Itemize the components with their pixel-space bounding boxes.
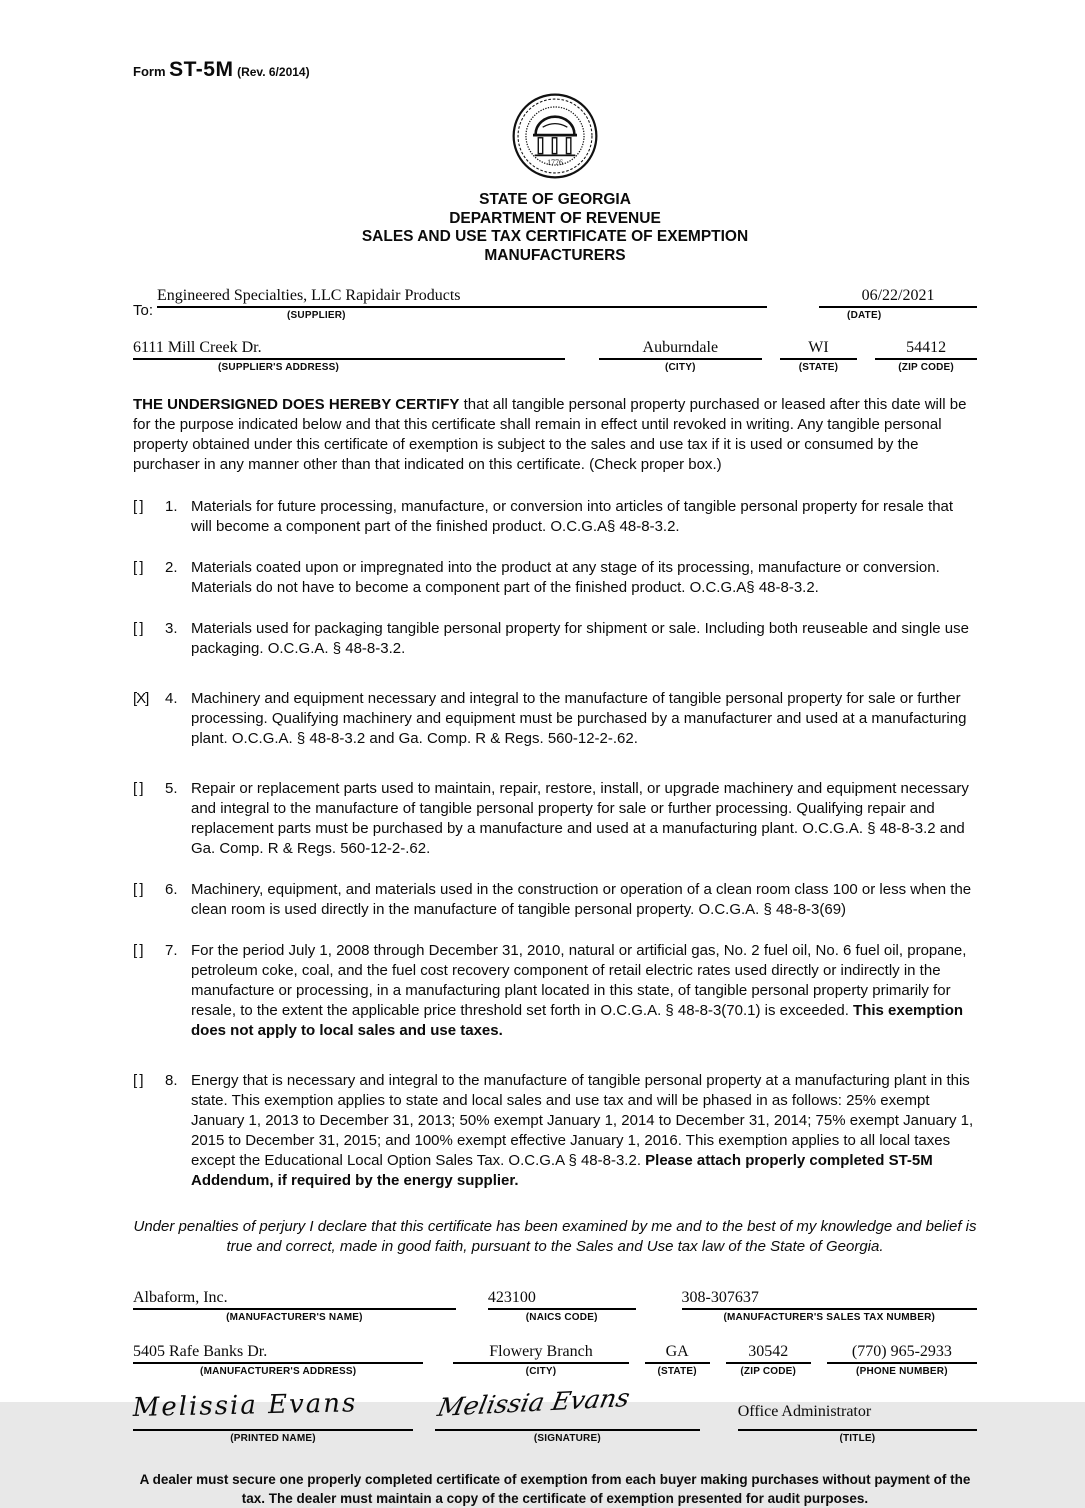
checkbox-item-8[interactable]: [ ] [133,1072,143,1089]
signature-row [132,1383,977,1444]
to-label: To: [133,302,154,319]
date-label: (DATE) [847,310,882,321]
item-1-number: 1. [165,498,178,515]
exemption-item-8 [133,1071,977,1191]
item-2-text [191,558,977,598]
supplier-name-col [157,285,767,321]
supplier-address-field[interactable]: 6111 Mill Creek Dr. [133,337,565,360]
perjury-declaration: Under penalties of perjury I declare that this certificate has been examined by me and to the best of my knowledge and belief is true and correct, made in good faith, pursuant to the Sales and Use tax law of the State of Georgia. [133,1218,977,1255]
item-2-number: 2. [165,559,178,576]
georgia-state-seal-icon [511,92,599,180]
exemption-item-1 [133,497,977,537]
manufacturer-city-col [453,1341,628,1377]
naics-label: (NAICS CODE) [525,1312,598,1323]
printed-name-field[interactable] [132,1388,413,1431]
document-title [133,191,977,265]
date-field[interactable]: 06/22/2021 [819,285,977,308]
item-6-number: 6. [165,881,178,898]
item-3-number: 3. [165,620,178,637]
supplier-zip-field[interactable]: 54412 [875,337,977,360]
title-line-department: DEPARTMENT OF REVENUE [449,209,661,227]
supplier-zip-col [875,337,977,373]
certification-body: that all tangible personal property purchased or leased after this date will be for the purpose indicated below and that this certificate shall remain in effect until revoked in writing. Any tangible personal property obtained under this certificate of exemption is subject to the sales and use tax if it is used or consumed by the purchaser in any manner other than that indicated on this certificate. (Check proper box.) [133,396,967,473]
item-5-text [191,779,977,859]
printed-name-col [132,1388,413,1444]
certification-paragraph [133,395,977,475]
manufacturer-address-field[interactable]: 5405 Rafe Banks Dr. [133,1341,423,1364]
signature-col [435,1383,700,1444]
item-4-text [191,689,977,749]
item-5-number: 5. [165,780,178,797]
naics-col [488,1287,636,1323]
sales-tax-number-label: (MANUFACTURER'S SALES TAX NUMBER) [723,1312,936,1323]
checkbox-item-1[interactable]: [ ] [133,498,143,515]
signature-label: (SIGNATURE) [533,1433,601,1444]
item-5-body: Repair or replacement parts used to maintain, repair, restore, install, or upgrade machinery and equipment necessary and integral to the manufacture of tangible personal property for sale or further processing. Qualifying repair and replacement parts must be purchased by a manufacture and used at a manufacturing plant. O.C.G.A. § 48-8-3.2 and Ga. Comp. R & Regs. 560-12-2-.62. [191,780,969,857]
manufacturer-address-col [133,1341,423,1377]
item-7-bold: This exemption does not apply to local sales and use taxes. [191,1002,964,1039]
manufacturer-zip-col [726,1341,811,1377]
exemption-item-5 [133,779,977,859]
supplier-city-field[interactable]: Auburndale [599,337,762,360]
supplier-state-label: (STATE) [798,362,839,373]
phone-label: (PHONE NUMBER) [856,1366,948,1377]
naics-field[interactable]: 423100 [488,1287,636,1310]
item-4-body: Machinery and equipment necessary and integral to the manufacture of tangible personal property for sale or further processing. Qualifying machinery and equipment must be purchased by a manufacturer and used at a manufacturing plant. O.C.G.A. § 48-8-3.2 and Ga. Comp. R & Regs. 560-12-2-.62. [191,690,967,747]
manufacturer-row-2 [133,1341,977,1377]
form-identifier [133,58,977,82]
supplier-zip-label: (ZIP CODE) [898,362,954,373]
title-field[interactable]: Office Administrator [738,1395,977,1431]
supplier-name-field[interactable]: Engineered Specialties, LLC Rapidair Products [157,285,767,308]
title-line-certificate: SALES AND USE TAX CERTIFICATE OF EXEMPTION [361,228,749,245]
item-6-text [191,880,977,920]
manufacturer-state-col [645,1341,710,1377]
item-6-body: Machinery, equipment, and materials used in the construction or operation of a clean room class 100 or less when the clean room is used directly in the manufacture of tangible personal property. O.C.G.A. § 48-8-3(69) [191,881,972,918]
seal-container [133,92,977,185]
certification-lead: THE UNDERSIGNED DOES HEREBY CERTIFY [133,396,460,413]
dealer-note: A dealer must secure one properly completed certificate of exemption from each buyer making purchases without payment of the tax. The dealer must maintain a copy of the certificate of exemption presented for audit purposes. [139,1472,971,1506]
supplier-city-col [599,337,762,373]
item-8-body: Energy that is necessary and integral to the manufacture of tangible personal property at a manufacturing plant in this state. This exemption applies to state and local sales and use tax and will be phased in as follows: 25% exempt January 1, 2013 to December 31, 2013; 50% exempt January 1, 2014 to December 31, 2014; 75% exempt January 1, 2015 to December 31, 2015; and 100% exempt effective January 1, 2016. This exemption applies to all local taxes except the Educational Local Option Sales Tax. O.C.G.A § 48-8-3.2. [191,1072,974,1169]
form-word: Form [133,64,166,79]
supplier-city-label: (CITY) [664,362,696,373]
supplier-address-row [133,337,977,373]
manufacturer-state-label: (STATE) [657,1366,697,1377]
form-revision: (Rev. 6/2014) [237,65,310,79]
exemption-item-7 [133,941,977,1041]
item-7-number: 7. [165,942,178,959]
manufacturer-zip-label: (ZIP CODE) [740,1366,797,1377]
title-line-state: STATE OF GEORGIA [479,191,631,208]
manufacturer-row-1 [133,1287,977,1323]
manufacturer-name-field[interactable]: Albaform, Inc. [133,1287,456,1310]
supplier-name-label: (SUPPLIER) [287,310,346,321]
supplier-address-label: (SUPPLIER'S ADDRESS) [218,362,340,373]
item-8-number: 8. [165,1072,178,1089]
item-2-body: Materials coated upon or impregnated into the product at any stage of its processing, manufacture or conversion. Materials do not have to become a component part of the finished product. O.C.G.A§ 48-8-3.2. [191,559,940,596]
item-7-text [191,941,977,1041]
manufacturer-state-field[interactable]: GA [645,1341,710,1364]
supplier-row [133,285,977,321]
signature-field[interactable] [435,1383,700,1431]
signature-handwriting: Melissia Evans [435,1383,633,1423]
form-number: ST-5M [169,58,234,81]
title-col [738,1395,977,1444]
item-3-body: Materials used for packaging tangible personal property for shipment or sale. Including both reuseable and single use packaging. O.C.G.A. § 48-8-3.2. [191,620,969,657]
item-1-body: Materials for future processing, manufacture, or conversion into articles of tangible personal property for resale that will become a component part of the finished product. O.C.G.A§ 48-8-3.2. [191,498,954,535]
seal-year: 1776 [547,158,563,168]
supplier-address-col [133,337,565,373]
phone-col [827,1341,977,1377]
printed-name-handwriting: Melissia Evans [132,1388,358,1423]
item-8-bold: Please attach properly completed ST-5M Addendum, if required by the energy supplier. [191,1152,933,1189]
checkbox-item-7[interactable]: [ ] [133,942,143,959]
checkbox-item-2[interactable]: [ ] [133,559,143,576]
checkbox-item-4[interactable]: [X] [133,690,149,707]
checkbox-item-5[interactable]: [ ] [133,780,143,797]
manufacturer-address-label: (MANUFACTURER'S ADDRESS) [200,1366,357,1377]
exemption-item-4 [133,689,977,749]
title-line-manufacturers: MANUFACTURERS [484,246,626,264]
sales-tax-number-field[interactable]: 308-307637 [682,1287,977,1310]
phone-field[interactable]: (770) 965-2933 [827,1341,977,1364]
exemption-item-3 [133,619,977,659]
exemption-item-6 [133,880,977,920]
item-7-body: For the period July 1, 2008 through December 31, 2010, natural or artificial gas, No. 2 fuel oil, No. 6 fuel oil, propane, petroleum coke, coal, and the fuel cost recovery component of retail electric rates used directly or indirectly in the manufacture or processing, in a manufacturing plant located in this state, of tangible personal property primarily for resale, to the extent the applicable price threshold set forth in O.C.G.A. § 48-8-3(70.1) is exceeded. [191,942,967,1019]
date-col [819,285,977,321]
sales-tax-number-col [682,1287,977,1323]
checkbox-item-6[interactable]: [ ] [133,881,143,898]
exemption-items-list [133,497,977,1191]
item-8-text [191,1071,977,1191]
manufacturer-city-field[interactable]: Flowery Branch [453,1341,628,1364]
printed-name-label: (PRINTED NAME) [230,1433,316,1444]
title-label: (TITLE) [839,1433,876,1444]
manufacturer-zip-field[interactable]: 30542 [726,1341,811,1364]
supplier-state-field[interactable]: WI [780,337,857,360]
checkbox-item-3[interactable]: [ ] [133,620,143,637]
supplier-state-col [780,337,857,373]
exemption-item-2 [133,558,977,598]
manufacturer-name-label: (MANUFACTURER'S NAME) [226,1312,363,1323]
item-4-number: 4. [165,690,178,707]
item-3-text [191,619,977,659]
manufacturer-name-col [133,1287,456,1323]
manufacturer-city-label: (CITY) [525,1366,557,1377]
item-1-text [191,497,977,537]
